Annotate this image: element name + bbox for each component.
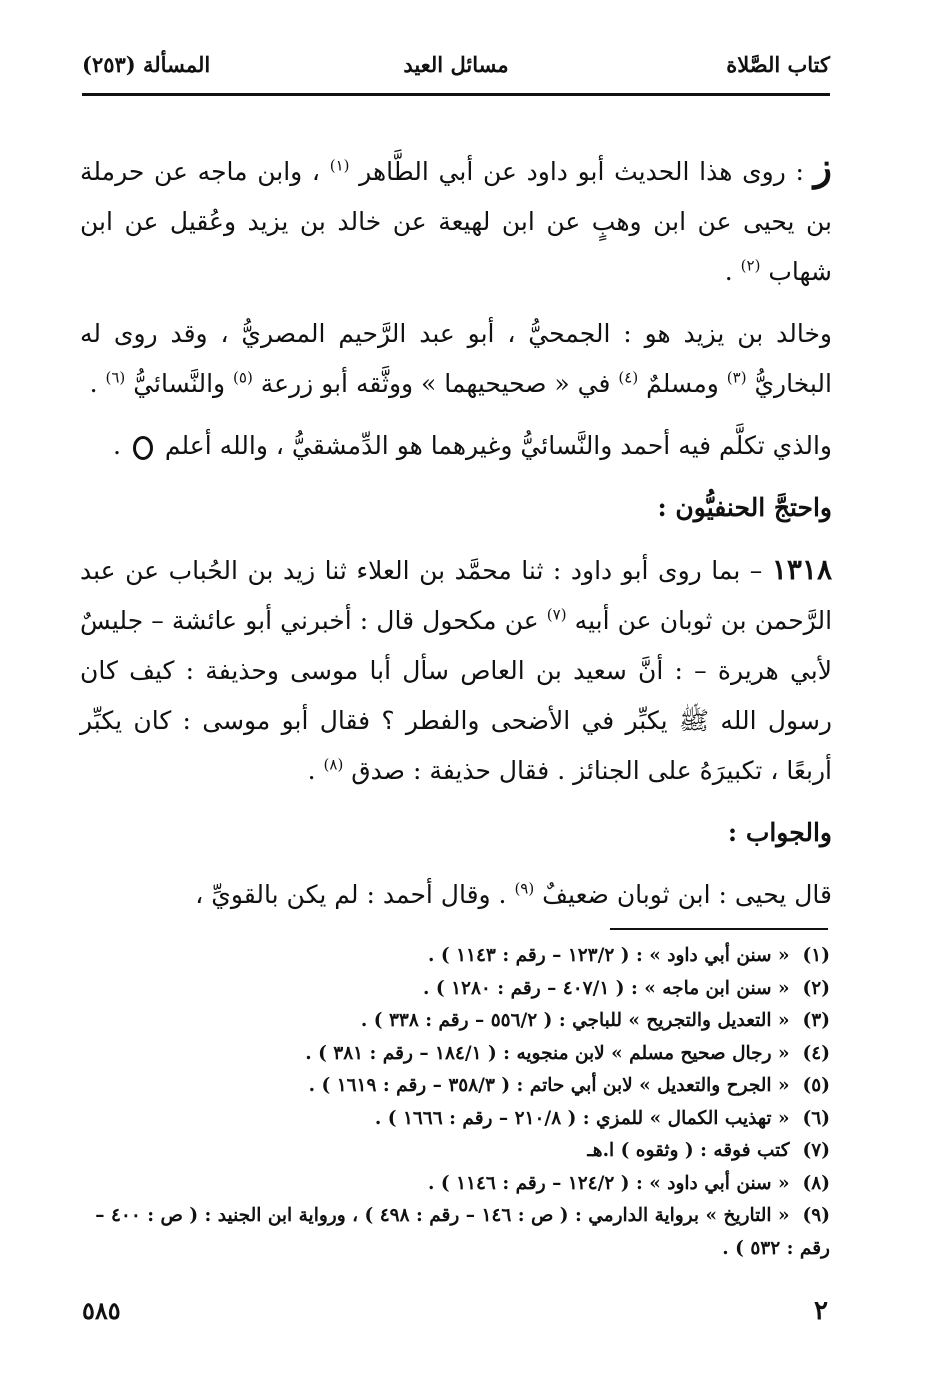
- header-issue-number: المسألة (٢٥٣): [82, 52, 211, 77]
- footnote-ref-8: (٨): [323, 755, 344, 774]
- footnote: [80, 1103, 830, 1136]
- text-span: .: [724, 257, 741, 286]
- text-span: : روى هذا الحديث أبو داود عن أبي الطَّاهر: [349, 157, 814, 186]
- footnote-number: (١): [802, 945, 830, 966]
- footnote-text: « تهذيب الكمال » للمزي : ( ٢١٠/٨ – رقم : ١٦٦٦ ) .: [374, 1107, 790, 1129]
- text-span: والذي تكلَّم فيه أحمد والنَّسائيُّ وغيرهما هو الدِّمشقيُّ ، والله أعلم: [164, 431, 832, 460]
- header-book-title: كتاب الصَّلاة: [726, 52, 830, 77]
- text-span: . وقال أحمد : لم يكن بالقويِّ ،: [195, 880, 515, 909]
- text-span: ، وابن ماجه عن حرملة بن يحيى عن ابن وهبٍ عن ابن لهيعة عن خالد بن يزيد وعُقيل عن ابن شهاب: [80, 157, 832, 286]
- footnote-number: (٥): [802, 1075, 830, 1096]
- footnote-separator: [610, 928, 828, 930]
- footnote-number: (٦): [802, 1107, 830, 1129]
- header-rule: [82, 93, 830, 96]
- footnote-ref-7: (٧): [546, 605, 567, 624]
- footnote-text: « الجرح والتعديل » لابن أبي حاتم : ( ٣٥٨/٣ – رقم : ١٦١٩ ) .: [308, 1075, 790, 1096]
- footnote-text: كتب فوقه : ( وثقوه ) ا.هـ: [587, 1140, 790, 1161]
- footnote-text: « التعديل والتجريح » للباجي : ( ٥٥٦/٢ – رقم : ٣٣٨ ) .: [360, 1010, 790, 1031]
- footnote-ref-5: (٥): [233, 368, 253, 387]
- text-span: .: [307, 756, 324, 785]
- text-span: والنَّسائيُّ: [125, 369, 234, 398]
- footnote: [80, 1070, 830, 1103]
- footnote-number: (٩): [802, 1205, 830, 1226]
- paragraph-2: [80, 309, 832, 409]
- zay-symbol: ز: [813, 144, 832, 189]
- page-number: ٥٨٥: [82, 1296, 121, 1325]
- main-text: [80, 142, 832, 926]
- footnote-ref-6: (٦): [105, 368, 126, 387]
- footnote-ref-4: (٤): [618, 368, 639, 387]
- paragraph-3: [80, 421, 832, 471]
- section-heading-hanafis: واحتجَّ الحنفيُّون :: [657, 493, 832, 522]
- text-span: – بما روى أبو داود : ثنا محمَّد بن العلاء ثنا زيد بن الحُباب عن عبد الرَّحمن بن ثوبان عن أبيه: [80, 556, 833, 635]
- section-heading-answer: والجواب :: [727, 818, 832, 847]
- circle-end-mark-icon: [133, 436, 153, 460]
- text-span: عن مكحول قال : أخبرني أبو عائشة – جليسٌ لأبي هريرة – : أنَّ سعيد بن العاص سأل أبا موسى وحذيفة : كيف كان رسول الله ﷺ يكبِّر في الأضحى والفطر ؟ فقال أبو موسى : كان يكبِّر أربعًا ، تكبيرَهُ على الجنائز . فقال حذيفة : صدق: [80, 606, 832, 785]
- footnote-ref-1: (١): [329, 156, 350, 175]
- footnote: [80, 1168, 830, 1201]
- footnote: [80, 1135, 830, 1168]
- footnote-number: (٣): [802, 1010, 830, 1031]
- footnote: [80, 940, 830, 973]
- footnote: [80, 1038, 830, 1071]
- footnote-ref-3: (٣): [726, 368, 747, 387]
- footnote-text: « رجال صحيح مسلم » لابن منجويه : ( ١٨٤/١ – رقم : ٣٨١ ) .: [305, 1042, 790, 1064]
- volume-number: ٢: [814, 1296, 828, 1326]
- hadith-number: ١٣١٨: [771, 553, 832, 586]
- footnotes: [80, 940, 830, 1265]
- footnote-number: (٧): [802, 1140, 830, 1161]
- running-header: [82, 44, 830, 90]
- footnote-ref-9: (٩): [514, 879, 535, 898]
- text-span: ومسلمٌ: [638, 369, 727, 398]
- paragraph-1: [80, 142, 832, 297]
- footnote-number: (٨): [802, 1172, 830, 1194]
- text-span: .: [113, 431, 129, 460]
- text-span: .: [89, 369, 106, 398]
- footnote: [80, 1200, 830, 1265]
- paragraph-answer: [80, 870, 832, 920]
- text-span: قال يحيى : ابن ثوبان ضعيفٌ: [534, 880, 832, 909]
- text-span: في « صحيحيهما » ووثَّقه أبو زرعة: [252, 369, 619, 398]
- text-span: وخالد بن يزيد هو : الجمحيُّ ، أبو عبد الرَّحيم المصريُّ ، وقد روى له البخاريُّ: [80, 319, 832, 398]
- footnote: [80, 973, 830, 1006]
- footnote-number: (٤): [802, 1042, 830, 1064]
- footnote-text: « سنن ابن ماجه » : ( ٤٠٧/١ – رقم : ١٢٨٠ ) .: [423, 977, 790, 999]
- footnote-text: « سنن أبي داود » : ( ١٢٣/٢ – رقم : ١١٤٣ ) .: [428, 945, 790, 966]
- header-chapter-title: مسائل العيد: [403, 52, 509, 77]
- footnote-number: (٢): [802, 977, 830, 999]
- paragraph-hadith-1318: [80, 545, 832, 796]
- footnote: [80, 1005, 830, 1038]
- footnote-text: « سنن أبي داود » : ( ١٢٤/٢ – رقم : ١١٤٦ ) .: [428, 1172, 790, 1194]
- footnote-ref-2: (٢): [740, 256, 761, 275]
- footnote-text: « التاريخ » برواية الدارمي : ( ص : ١٤٦ – رقم : ٤٩٨ ) ، ورواية ابن الجنيد : ( ص : ٤٠٠ – رقم : ٥٣٢ ) .: [95, 1205, 830, 1259]
